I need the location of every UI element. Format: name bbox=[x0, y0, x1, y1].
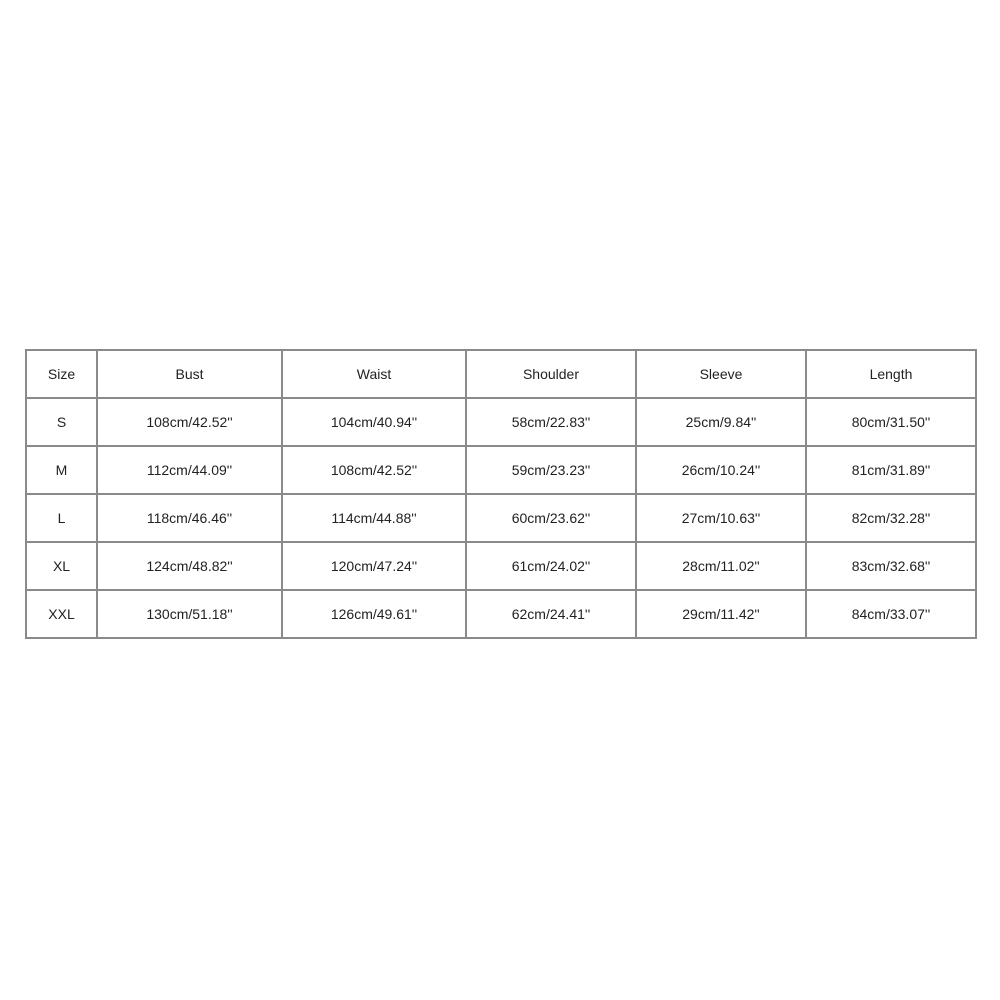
cell-waist: 120cm/47.24'' bbox=[282, 542, 466, 590]
cell-bust: 112cm/44.09'' bbox=[97, 446, 282, 494]
cell-size: S bbox=[26, 398, 97, 446]
table-row bbox=[26, 542, 976, 590]
header-bust: Bust bbox=[97, 350, 282, 398]
cell-length: 80cm/31.50'' bbox=[806, 398, 976, 446]
cell-sleeve: 25cm/9.84'' bbox=[636, 398, 806, 446]
cell-waist: 114cm/44.88'' bbox=[282, 494, 466, 542]
table-row bbox=[26, 494, 976, 542]
cell-length: 84cm/33.07'' bbox=[806, 590, 976, 638]
header-size: Size bbox=[26, 350, 97, 398]
cell-bust: 118cm/46.46'' bbox=[97, 494, 282, 542]
cell-length: 83cm/32.68'' bbox=[806, 542, 976, 590]
cell-shoulder: 62cm/24.41'' bbox=[466, 590, 636, 638]
cell-size: L bbox=[26, 494, 97, 542]
cell-sleeve: 27cm/10.63'' bbox=[636, 494, 806, 542]
cell-length: 81cm/31.89'' bbox=[806, 446, 976, 494]
table-row bbox=[26, 446, 976, 494]
cell-shoulder: 59cm/23.23'' bbox=[466, 446, 636, 494]
cell-length: 82cm/32.28'' bbox=[806, 494, 976, 542]
cell-sleeve: 28cm/11.02'' bbox=[636, 542, 806, 590]
header-waist: Waist bbox=[282, 350, 466, 398]
cell-shoulder: 60cm/23.62'' bbox=[466, 494, 636, 542]
header-shoulder: Shoulder bbox=[466, 350, 636, 398]
cell-bust: 124cm/48.82'' bbox=[97, 542, 282, 590]
cell-size: M bbox=[26, 446, 97, 494]
cell-sleeve: 29cm/11.42'' bbox=[636, 590, 806, 638]
table-row bbox=[26, 590, 976, 638]
header-sleeve: Sleeve bbox=[636, 350, 806, 398]
size-chart-table bbox=[25, 349, 977, 639]
table-row bbox=[26, 398, 976, 446]
cell-waist: 108cm/42.52'' bbox=[282, 446, 466, 494]
cell-bust: 130cm/51.18'' bbox=[97, 590, 282, 638]
cell-bust: 108cm/42.52'' bbox=[97, 398, 282, 446]
cell-shoulder: 58cm/22.83'' bbox=[466, 398, 636, 446]
cell-waist: 104cm/40.94'' bbox=[282, 398, 466, 446]
header-length: Length bbox=[806, 350, 976, 398]
cell-waist: 126cm/49.61'' bbox=[282, 590, 466, 638]
cell-size: XL bbox=[26, 542, 97, 590]
cell-sleeve: 26cm/10.24'' bbox=[636, 446, 806, 494]
table-header-row bbox=[26, 350, 976, 398]
cell-shoulder: 61cm/24.02'' bbox=[466, 542, 636, 590]
cell-size: XXL bbox=[26, 590, 97, 638]
